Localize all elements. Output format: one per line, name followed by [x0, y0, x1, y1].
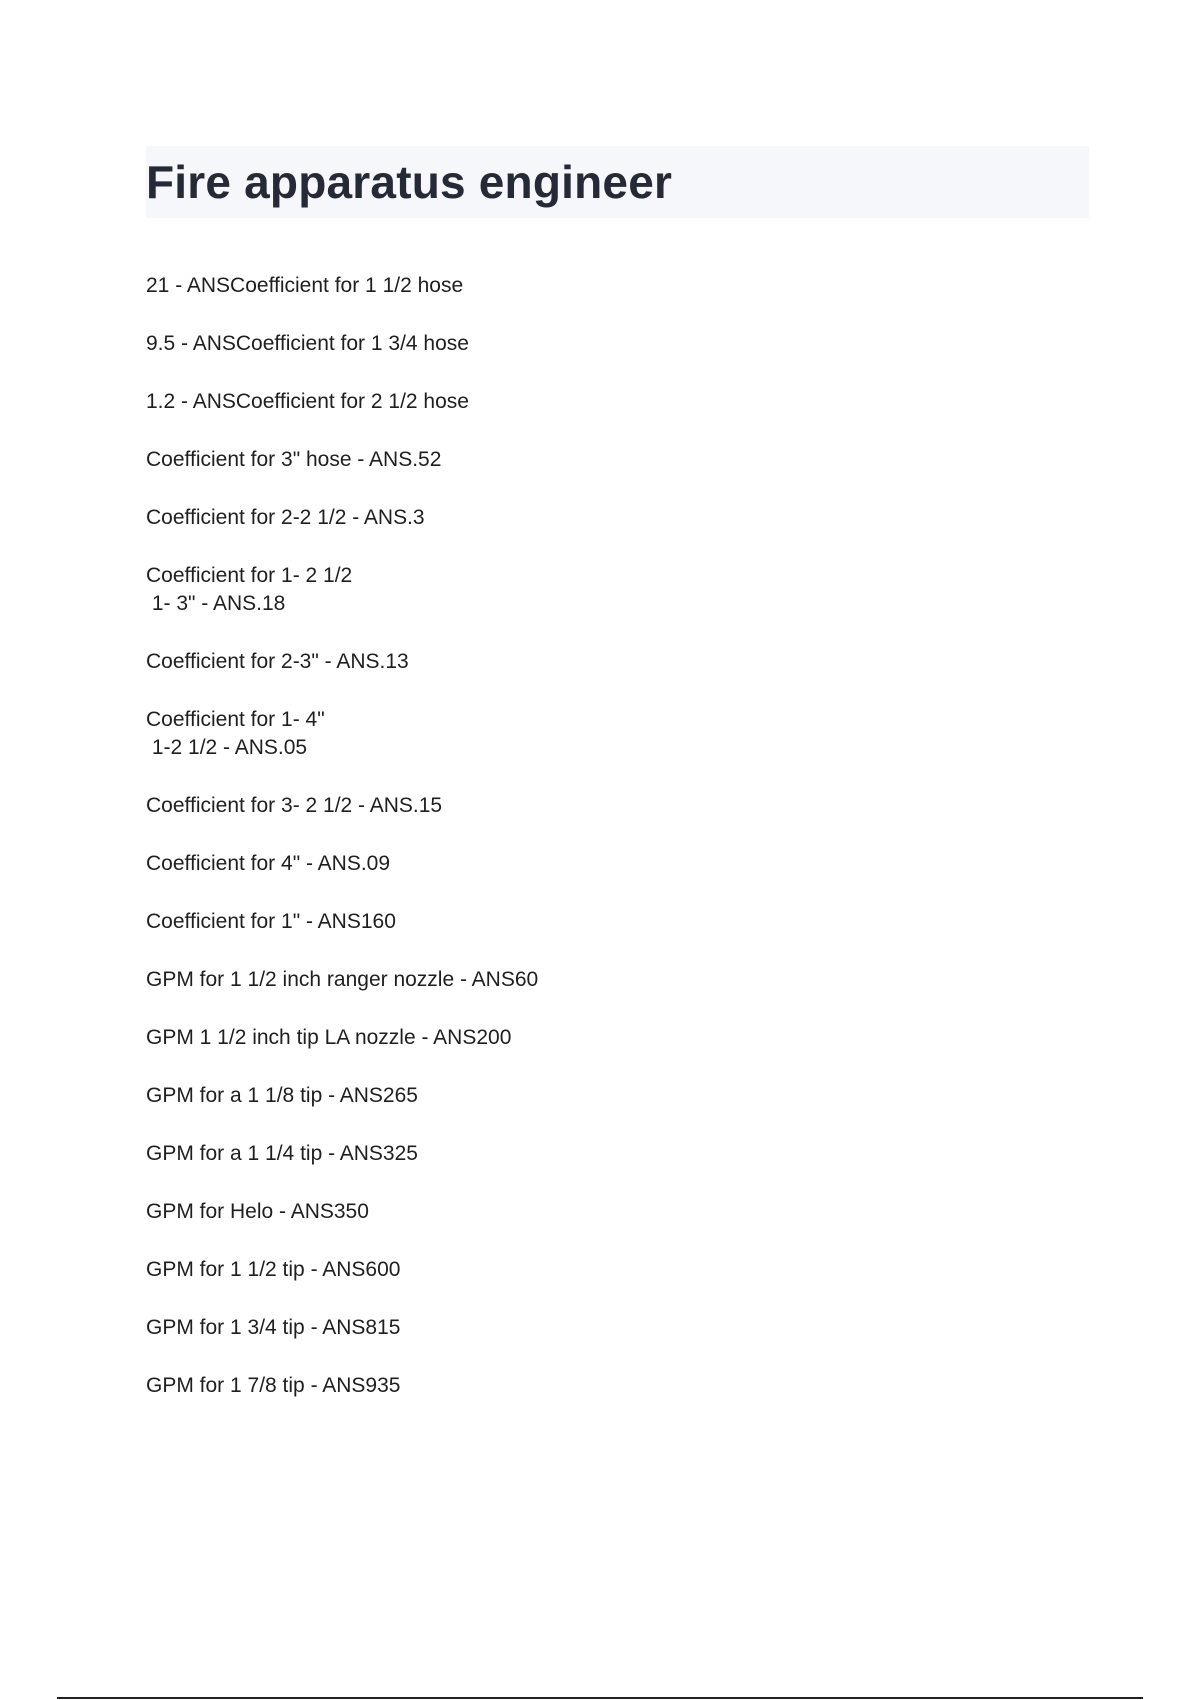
flashcard-entry: [146, 1314, 1089, 1342]
flashcard-entry: [146, 1024, 1089, 1052]
flashcard-entry-line: 9.5 - ANSCoefficient for 1 3/4 hose: [146, 332, 469, 355]
flashcard-entry-line: Coefficient for 1- 2 1/2: [146, 564, 353, 587]
flashcard-entry-line: GPM for Helo - ANS350: [146, 1200, 369, 1223]
flashcard-entry-line: GPM for a 1 1/4 tip - ANS325: [146, 1142, 418, 1165]
flashcard-entry-line: Coefficient for 4" - ANS.09: [146, 852, 391, 875]
flashcard-entry-line: GPM for a 1 1/8 tip - ANS265: [146, 1084, 418, 1107]
flashcard-entry-line: Coefficient for 2-3" - ANS.13: [146, 650, 409, 673]
flashcard-entry: [146, 648, 1089, 676]
flashcard-entry: [146, 1198, 1089, 1226]
flashcard-entry-line: Coefficient for 3- 2 1/2 - ANS.15: [146, 794, 443, 817]
flashcard-entry-line: GPM 1 1/2 inch tip LA nozzle - ANS200: [146, 1026, 512, 1049]
flashcard-entry: [146, 388, 1089, 416]
flashcard-entry-line: Coefficient for 1" - ANS160: [146, 910, 396, 933]
flashcard-entry: [146, 330, 1089, 358]
flashcard-entry: [146, 966, 1089, 994]
flashcard-list: [146, 272, 1089, 1430]
flashcard-entry-line: 1.2 - ANSCoefficient for 2 1/2 hose: [146, 390, 469, 413]
flashcard-entry-line: GPM for 1 7/8 tip - ANS935: [146, 1374, 401, 1397]
flashcard-entry: [146, 1256, 1089, 1284]
flashcard-entry-line: Coefficient for 3" hose - ANS.52: [146, 448, 442, 471]
flashcard-entry: [146, 1140, 1089, 1168]
flashcard-entry: [146, 272, 1089, 300]
flashcard-entry: [146, 706, 1089, 762]
flashcard-entry-line: GPM for 1 1/2 tip - ANS600: [146, 1258, 401, 1281]
flashcard-entry-line: GPM for 1 1/2 inch ranger nozzle - ANS60: [146, 968, 539, 991]
flashcard-entry: [146, 1082, 1089, 1110]
flashcard-entry: [146, 1372, 1089, 1400]
flashcard-entry-line: Coefficient for 2-2 1/2 - ANS.3: [146, 506, 425, 529]
flashcard-entry: [146, 908, 1089, 936]
flashcard-entry: [146, 562, 1089, 618]
flashcard-entry: [146, 850, 1089, 878]
flashcard-entry-line: 1- 3" - ANS.18: [146, 592, 286, 615]
flashcard-entry: [146, 792, 1089, 820]
flashcard-entry-line: GPM for 1 3/4 tip - ANS815: [146, 1316, 401, 1339]
page-title: Fire apparatus engineer: [146, 156, 673, 208]
flashcard-entry-line: 1-2 1/2 - ANS.05: [146, 736, 308, 759]
footer-divider: [57, 1697, 1143, 1699]
flashcard-entry-line: 21 - ANSCoefficient for 1 1/2 hose: [146, 274, 464, 297]
flashcard-entry: [146, 504, 1089, 532]
title-band: [146, 146, 1089, 218]
flashcard-entry: [146, 446, 1089, 474]
flashcard-entry-line: Coefficient for 1- 4": [146, 708, 325, 731]
